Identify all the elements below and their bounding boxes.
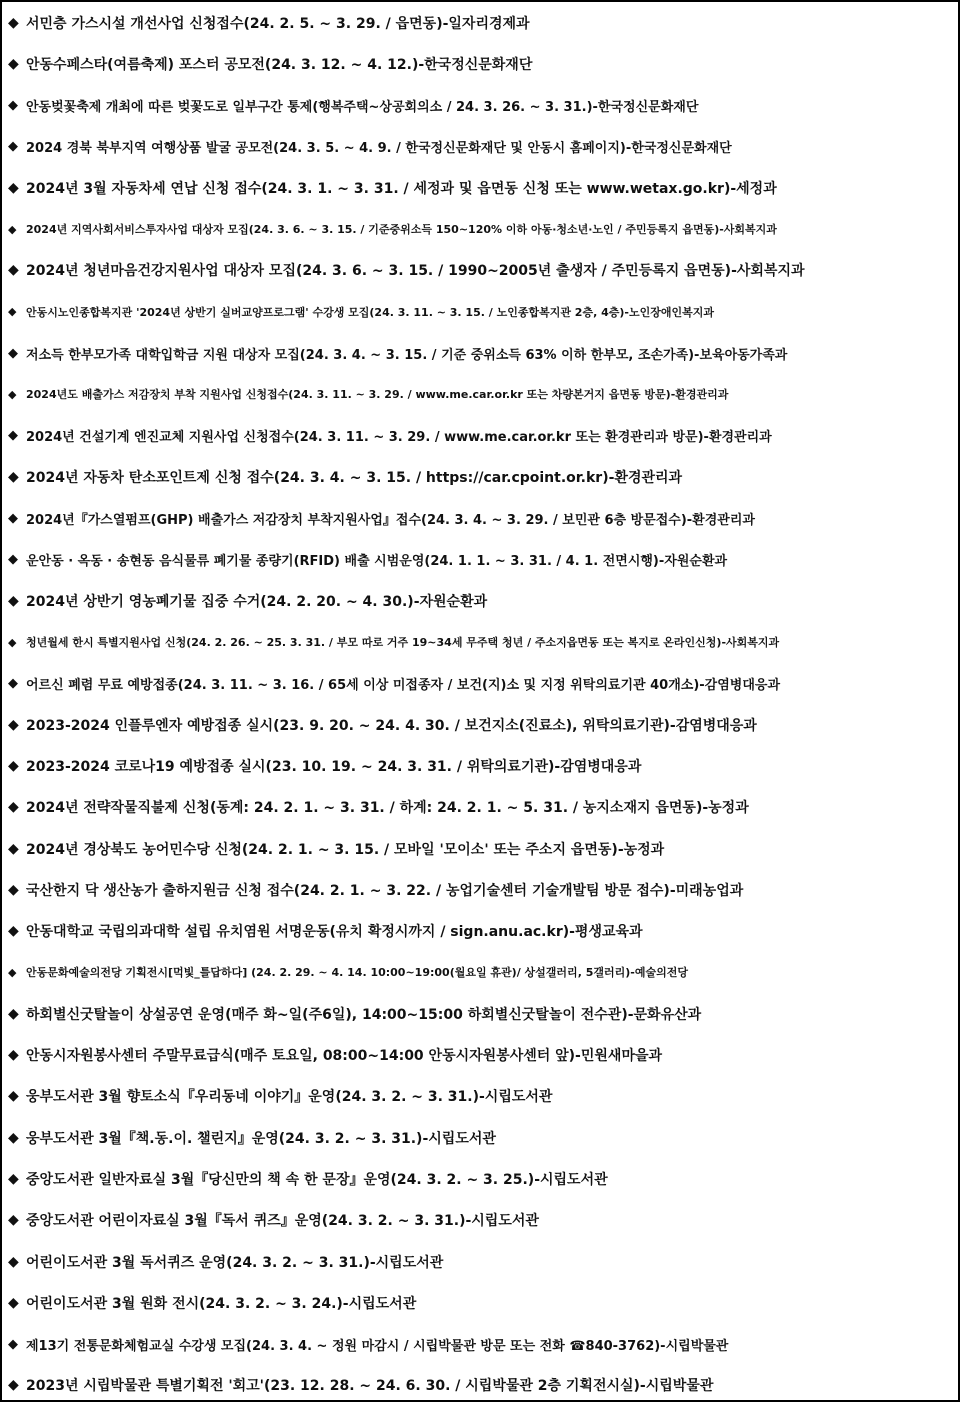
diamond-bullet-icon: ◆ <box>8 840 19 857</box>
notice-text: 안동대학교 국립의과대학 설립 유치염원 서명운동(유치 확정시까지 / sign.anu.ac.kr)-평생교육과 <box>26 924 643 941</box>
notice-text: 2024년 청년마음건강지원사업 대상자 모집(24. 3. 6. ~ 3. 15. / 1990~2005년 출생자 / 주민등록지 읍면동)-사회복지과 <box>26 263 805 280</box>
diamond-bullet-icon: ◆ <box>8 1170 19 1187</box>
notice-text: 중앙도서관 어린이자료실 3월『독서 퀴즈』운영(24. 3. 2. ~ 3. 31.)-시립도서관 <box>26 1213 539 1230</box>
notice-text: 청년월세 한시 특별지원사업 신청(24. 2. 26. ~ 25. 3. 31. / 부모 따로 거주 19~34세 무주택 청년 / 주소지읍면동 또는 복지로 온라인신청)-사회복지과 <box>26 636 780 650</box>
notice-text: 저소득 한부모가족 대학입학금 지원 대상자 모집(24. 3. 4. ~ 3. 15. / 기준 중위소득 63% 이하 한부모, 조손가족)-보육아동가족과 <box>26 347 788 363</box>
notice-item <box>2 250 958 291</box>
notice-item <box>2 952 958 993</box>
diamond-bullet-icon: ◆ <box>8 345 18 361</box>
diamond-bullet-icon: ◆ <box>8 510 18 526</box>
notice-text: 어르신 폐렴 무료 예방접종(24. 3. 11. ~ 3. 16. / 65세 이상 미접종자 / 보건(지)소 및 지정 위탁의료기관 40개소)-감염병대응과 <box>26 677 781 693</box>
diamond-bullet-icon: ◆ <box>8 716 19 733</box>
diamond-bullet-icon: ◆ <box>8 965 17 979</box>
notice-text: 2024년 건설기계 엔진교체 지원사업 신청접수(24. 3. 11. ~ 3. 29. / www.me.car.or.kr 또는 환경관리과 방문)-환경관리과 <box>26 430 772 446</box>
notice-item <box>2 43 958 84</box>
notice-item <box>2 704 958 745</box>
notice-text: 안동벚꽃축제 개최에 따른 벚꽃도로 일부구간 통제(행복주택~상공회의소 / 24. 3. 26. ~ 3. 31.)-한국정신문화재단 <box>26 99 699 115</box>
notice-text: 2024 경북 북부지역 여행상품 발굴 공모전(24. 3. 5. ~ 4. 9. / 한국정신문화재단 및 안동시 홈페이지)-한국정신문화재단 <box>26 141 732 157</box>
notice-item <box>2 993 958 1034</box>
notice-item <box>2 456 958 497</box>
diamond-bullet-icon: ◆ <box>8 1088 19 1105</box>
notice-text: 안동문화예술의전당 기획전시[먹빛_틀답하다] (24. 2. 29. ~ 4. 14. 10:00~19:00(월요일 휴관)/ 상설갤러리, 5갤러리)-예술의전당 <box>26 966 688 980</box>
notice-text: 2024년 3월 자동차세 연납 신청 접수(24. 3. 1. ~ 3. 31. / 세정과 및 읍면동 신청 또는 www.wetax.go.kr)-세정과 <box>26 180 777 197</box>
notice-text: 웅부도서관 3월 향토소식『우리동네 이야기』운영(24. 3. 2. ~ 3. 31.)-시립도서관 <box>26 1089 553 1106</box>
notice-item <box>2 415 958 456</box>
notice-text: 2024년 경상북도 농어민수당 신청(24. 2. 1. ~ 3. 15. / 모바일 '모이소' 또는 주소지 읍면동)-농정과 <box>26 841 665 858</box>
diamond-bullet-icon: ◆ <box>8 1212 19 1229</box>
notice-text: 중앙도서관 일반자료실 3월『당신만의 책 속 한 문장』운영(24. 3. 2. ~ 3. 25.)-시립도서관 <box>26 1171 608 1188</box>
diamond-bullet-icon: ◆ <box>8 1129 19 1146</box>
notice-text: 운안동 · 옥동 · 송현동 음식물류 폐기물 종량기(RFID) 배출 시범운영(24. 1. 1. ~ 3. 31. / 4. 1. 전면시행)-자원순환과 <box>26 554 728 569</box>
diamond-bullet-icon: ◆ <box>8 222 17 236</box>
notice-item <box>2 1117 958 1158</box>
notice-text: 어린이도서관 3월 독서퀴즈 운영(24. 3. 2. ~ 3. 31.)-시립도서관 <box>26 1254 444 1271</box>
notice-item <box>2 621 958 662</box>
notice-text: 안동시자원봉사센터 주말무료급식(매주 토요일, 08:00~14:00 안동시자원봉사센터 앞)-민원새마을과 <box>26 1048 663 1065</box>
notice-text: 2023년 시립박물관 특별기획전 '회고'(23. 12. 28. ~ 24. 6. 30. / 시립박물관 2층 기획전시실)-시립박물관 <box>26 1378 714 1395</box>
notice-item <box>2 2 958 43</box>
diamond-bullet-icon: ◆ <box>8 1336 18 1352</box>
notice-text: 국산한지 닥 생산농가 출하지원금 신청 접수(24. 2. 1. ~ 3. 22. / 농업기술센터 기술개발팀 방문 접수)-미래농업과 <box>26 882 744 899</box>
notice-text: 서민층 가스시설 개선사업 신청접수(24. 2. 5. ~ 3. 29. / 읍면동)-일자리경제과 <box>26 15 530 32</box>
notice-item <box>2 1241 958 1282</box>
diamond-bullet-icon: ◆ <box>8 428 18 444</box>
diamond-bullet-icon: ◆ <box>8 923 19 940</box>
diamond-bullet-icon: ◆ <box>8 757 19 774</box>
diamond-bullet-icon: ◆ <box>8 305 17 319</box>
diamond-bullet-icon: ◆ <box>8 262 19 279</box>
diamond-bullet-icon: ◆ <box>8 675 18 691</box>
diamond-bullet-icon: ◆ <box>8 139 18 155</box>
diamond-bullet-icon: ◆ <box>8 1294 19 1311</box>
notice-text: 2024년 자동차 탄소포인트제 신청 접수(24. 3. 4. ~ 3. 15. / https://car.cpoint.or.kr)-환경관리과 <box>26 469 683 486</box>
notice-text: 2024년 상반기 영농폐기물 집중 수거(24. 2. 20. ~ 4. 30.)-자원순환과 <box>26 593 488 610</box>
notice-item <box>2 332 958 373</box>
diamond-bullet-icon: ◆ <box>8 635 17 649</box>
notice-text: 2024년 지역사회서비스투자사업 대상자 모집(24. 3. 6. ~ 3. 15. / 기준중위소득 150~120% 이하 아동·청소년·노인 / 주민등록지 읍면동)-사회복지과 <box>26 223 777 237</box>
diamond-bullet-icon: ◆ <box>8 552 18 567</box>
notice-item <box>2 828 958 869</box>
notice-item <box>2 498 958 539</box>
notice-item <box>2 1200 958 1241</box>
notice-text: 하회별신굿탈놀이 상설공연 운영(매주 화~일(주6일), 14:00~15:00 하회별신굿탈놀이 전수관)-문화유산과 <box>26 1006 702 1023</box>
notice-text: 안동시노인종합복지관 '2024년 상반기 실버교양프로그램' 수강생 모집(24. 3. 11. ~ 3. 15. / 노인종합복지관 2층, 4층)-노인장애인복지과 <box>26 305 714 319</box>
notice-item <box>2 745 958 786</box>
notice-item <box>2 663 958 704</box>
notice-text: 제13기 전통문화체험교실 수강생 모집(24. 3. 4. ~ 정원 마감시 / 시립박물관 방문 또는 전화 ☎840-3762)-시립박물관 <box>26 1338 729 1354</box>
diamond-bullet-icon: ◆ <box>8 1253 19 1270</box>
notice-list <box>2 2 958 1406</box>
notice-text: 2024년도 배출가스 저감장치 부착 지원사업 신청접수(24. 3. 11. ~ 3. 29. / www.me.car.or.kr 또는 차량본거지 읍면동 방문)-환경관리과 <box>26 388 729 402</box>
notice-text: 2023-2024 인플루엔자 예방접종 실시(23. 9. 20. ~ 24. 4. 30. / 보건지소(진료소), 위탁의료기관)-감염병대응과 <box>26 717 757 734</box>
diamond-bullet-icon: ◆ <box>8 1005 19 1022</box>
notice-text: 2024년 전략작물직불제 신청(동계: 24. 2. 1. ~ 3. 31. / 하계: 24. 2. 1. ~ 5. 31. / 농지소재지 읍면동)-농정과 <box>26 800 749 817</box>
notice-item <box>2 208 958 249</box>
notice-item <box>2 1158 958 1199</box>
notice-text: 어린이도서관 3월 원화 전시(24. 3. 2. ~ 3. 24.)-시립도서관 <box>26 1295 417 1312</box>
notice-item <box>2 291 958 332</box>
diamond-bullet-icon: ◆ <box>8 14 19 31</box>
notice-text: 안동수페스타(여름축제) 포스터 공모전(24. 3. 12. ~ 4. 12.)-한국정신문화재단 <box>26 56 533 73</box>
diamond-bullet-icon: ◆ <box>8 592 19 609</box>
notice-item <box>2 1324 958 1365</box>
notice-text: 2023-2024 코로나19 예방접종 실시(23. 10. 19. ~ 24. 3. 31. / 위탁의료기관)-감염병대응과 <box>26 758 642 775</box>
notice-text: 웅부도서관 3월『책.동.이. 챌린지』운영(24. 3. 2. ~ 3. 31.)-시립도서관 <box>26 1130 496 1147</box>
notice-item <box>2 787 958 828</box>
notice-item <box>2 539 958 580</box>
diamond-bullet-icon: ◆ <box>8 387 17 401</box>
notice-item <box>2 126 958 167</box>
notice-item <box>2 167 958 208</box>
notice-item <box>2 911 958 952</box>
notice-item <box>2 1034 958 1075</box>
diamond-bullet-icon: ◆ <box>8 1377 19 1394</box>
diamond-bullet-icon: ◆ <box>8 179 19 196</box>
diamond-bullet-icon: ◆ <box>8 881 19 898</box>
notice-item <box>2 374 958 415</box>
diamond-bullet-icon: ◆ <box>8 799 19 816</box>
notice-item <box>2 1365 958 1406</box>
notice-item <box>2 580 958 621</box>
diamond-bullet-icon: ◆ <box>8 1047 19 1064</box>
notice-item <box>2 869 958 910</box>
notice-item <box>2 1282 958 1323</box>
notice-item <box>2 1076 958 1117</box>
notice-text: 2024년『가스열펌프(GHP) 배출가스 저감장치 부착지원사업』접수(24. 3. 4. ~ 3. 29. / 보민관 6층 방문접수)-환경관리과 <box>26 512 755 528</box>
diamond-bullet-icon: ◆ <box>8 55 19 72</box>
notice-item <box>2 85 958 126</box>
diamond-bullet-icon: ◆ <box>8 468 19 485</box>
diamond-bullet-icon: ◆ <box>8 97 18 113</box>
